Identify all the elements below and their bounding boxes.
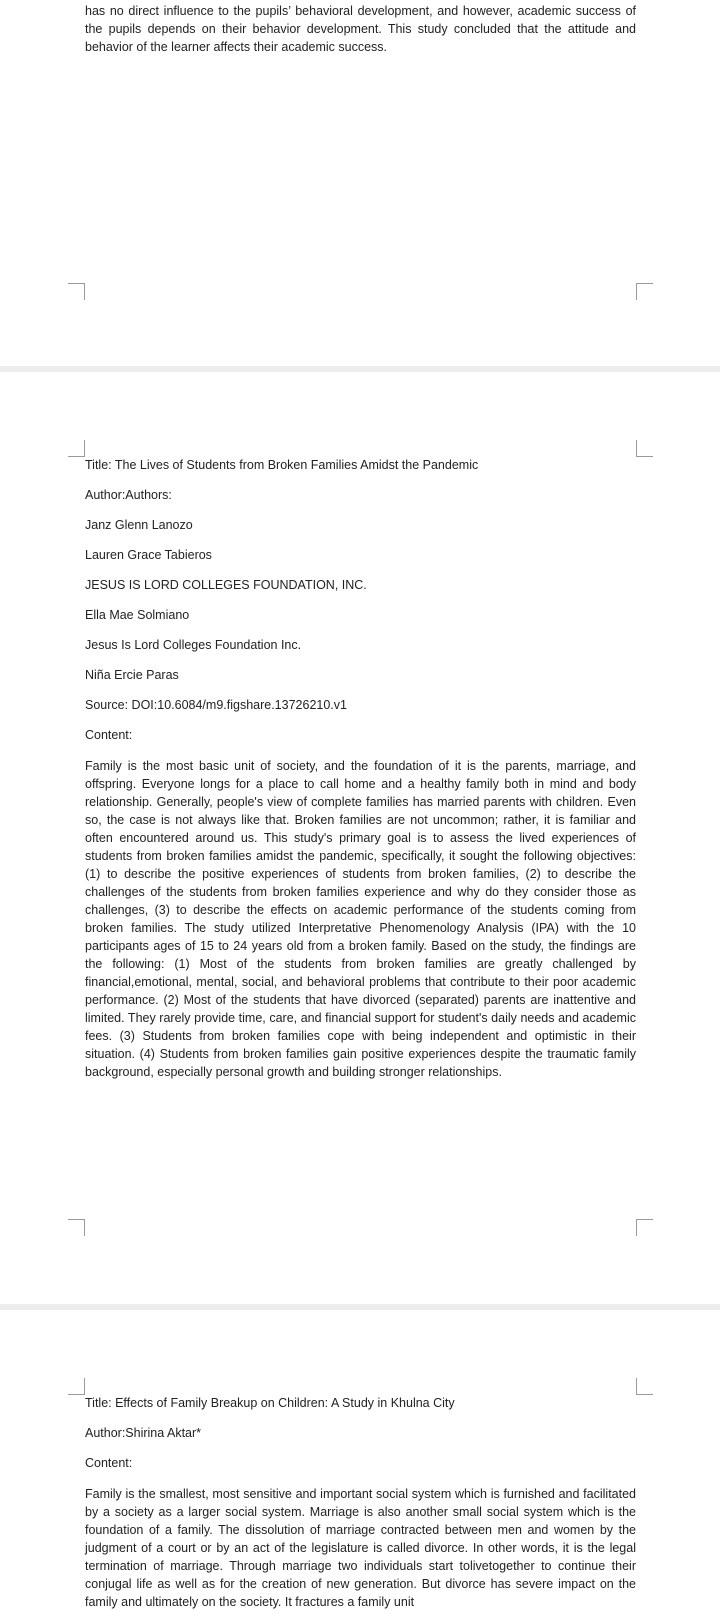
author-line: Ella Mae Solmiano bbox=[85, 608, 190, 622]
doc-title: Title: Effects of Family Breakup on Children: A Study in Khulna City bbox=[85, 1396, 455, 1410]
crop-mark-top-right bbox=[636, 440, 653, 457]
crop-mark-bottom-right bbox=[636, 1219, 653, 1236]
source-line: Source: DOI:10.6084/m9.figshare.13726210.v1 bbox=[85, 698, 347, 712]
author-line: Lauren Grace Tabieros bbox=[85, 548, 212, 562]
content-paragraph: Family is the most basic unit of society, and the foundation of it is the parents, marriage, and offspring. Everyone longs for a place to call home and a healthy family both in mind and body relationship. Generally, people's view of complete families has married parents with children. Even so, the case is not always like that. Broken families are not uncommon; rather, it is familiar and often encountered around us. This study's primary goal is to assess the lived experiences of students from broken families amidst the pandemic, specifically, it sought the following objectives: (1) to describe the positive experiences of students from broken families, (2) to describe the challenges of the students from broken families experience and why do they consider those as challenges, (3) to describe the effects on academic performance of the students coming from broken families. The study utilized Interpretative Phenomenology Analysis (IPA) with the 10 participants ages of 15 to 24 years old from a broken family. Based on the study, the findings are the following: (1) Most of the students from broken families are greatly challenged by financial,emotional, mental, social, and behavioral problems that contribute to their poor academic performance. (2) Most of the students that have divorced (separated) parents are inattentive and limited. They rarely provide time, care, and financial support for student's daily needs and academic fees. (3) Students from broken families cope with being independent and optimistic in their situation. (4) Students from broken families gain positive experiences despite the traumatic family background, especially personal growth and building stronger relationships. bbox=[85, 759, 636, 1079]
doc-title: Title: The Lives of Students from Broken Families Amidst the Pandemic bbox=[85, 458, 479, 472]
crop-mark-bottom-left bbox=[68, 1219, 85, 1236]
crop-mark-top-left bbox=[68, 440, 85, 457]
crop-mark-bottom-left bbox=[68, 283, 85, 300]
content-label: Content: bbox=[85, 728, 133, 742]
crop-mark-bottom-right bbox=[636, 283, 653, 300]
author-line: JESUS IS LORD COLLEGES FOUNDATION, INC. bbox=[85, 578, 367, 592]
author-line: Jesus Is Lord Colleges Foundation Inc. bbox=[85, 638, 302, 652]
author-label: Author:Authors: bbox=[85, 488, 172, 502]
page3-viewport bbox=[0, 1390, 720, 1609]
page3-body bbox=[85, 1395, 636, 1611]
page-separator bbox=[0, 1304, 720, 1310]
content-paragraph: Family is the smallest, most sensitive and important social system which is furnished and facilitated by a society as a larger social system. Marriage is also another small social system which is the foundation of a family. The dissolution of marriage contracted between men and women by the judgment of a court or by an act of the legislature is called divorce. In other words, it is the legal termination of marriage. Through marriage two individuals start tolivetogether to continue their conjugal life as well as for the creation of new generation. But divorce has severe impact on the family and ultimately on the society. It fractures a family unit bbox=[85, 1487, 636, 1609]
content-label: Content: bbox=[85, 1456, 133, 1470]
page-separator bbox=[0, 366, 720, 372]
author-line: Janz Glenn Lanozo bbox=[85, 518, 193, 532]
page1-tail-text bbox=[85, 2, 636, 56]
page2-body bbox=[85, 457, 636, 1081]
author-line: Author:Shirina Aktar* bbox=[85, 1426, 202, 1440]
author-line: Niña Ercie Paras bbox=[85, 668, 179, 682]
page1-tail-paragraph: has no direct influence to the pupils’ behavioral development, and however, academic success of the pupils depends on their behavior development. This study concluded that the attitude and behavior of the learner affects their academic success. bbox=[85, 4, 636, 54]
